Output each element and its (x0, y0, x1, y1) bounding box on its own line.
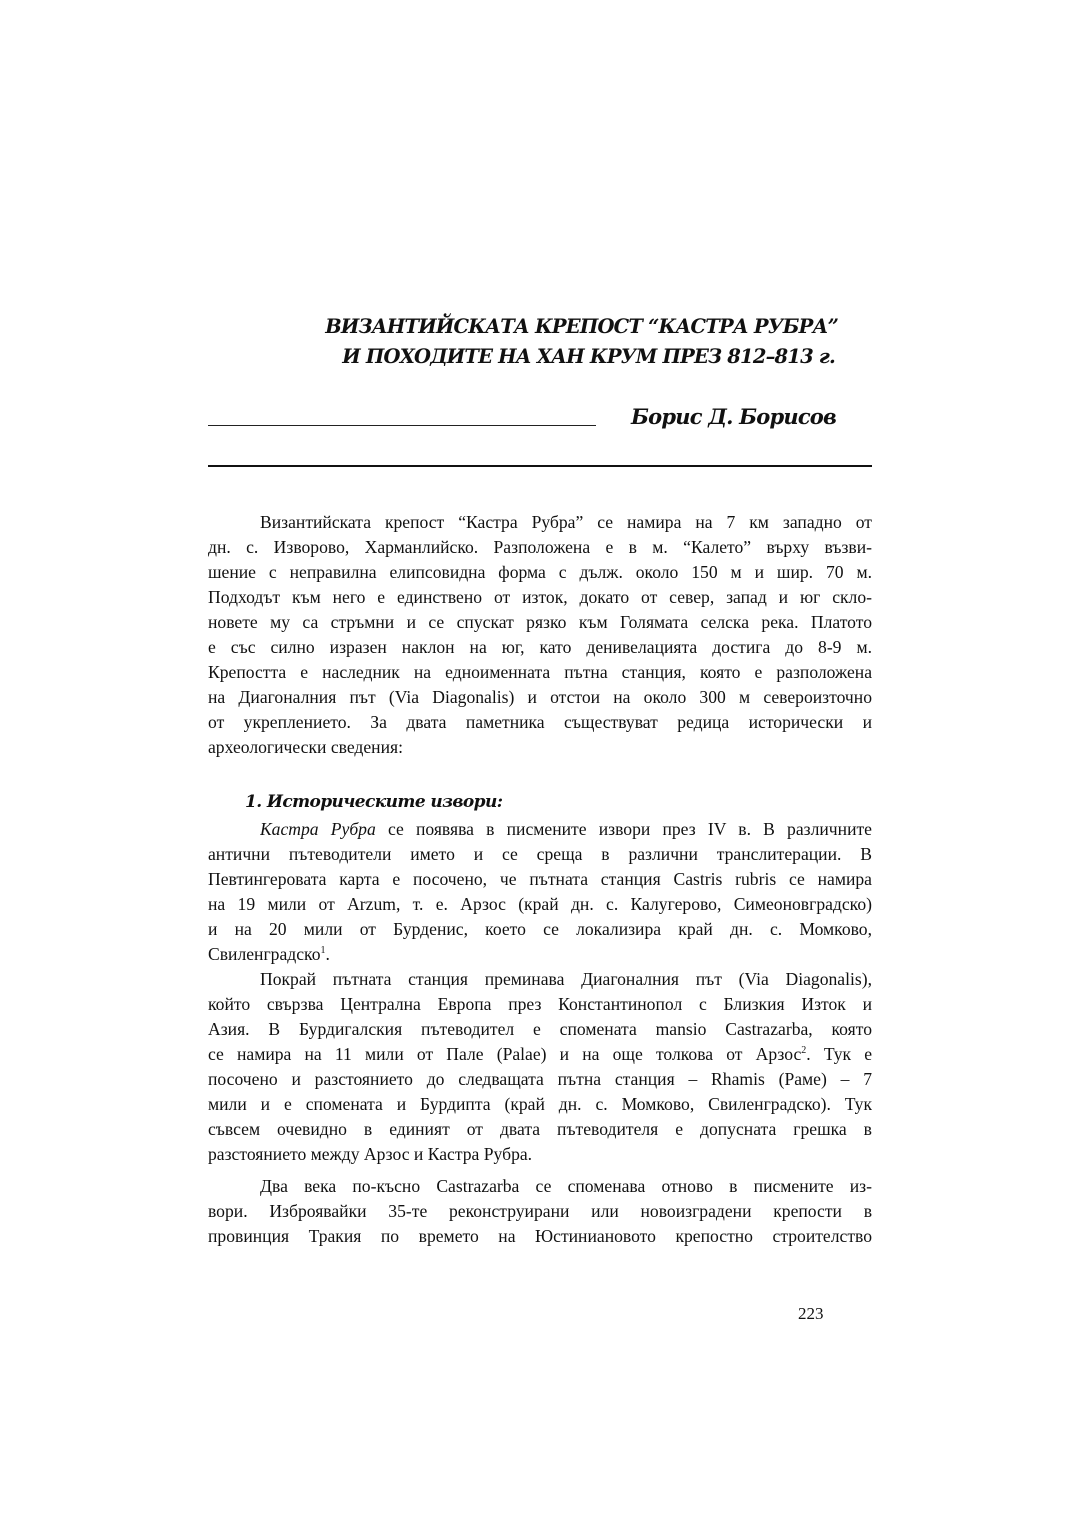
text-line: от укреплението. За двата паметника съществуват редица исторически и (208, 712, 872, 732)
text-line: антични пътеводители името и се среща в различни транслитерации. В (208, 844, 872, 864)
text-line: съвсем очевидно в единият от двата пътеводителя е допусната грешка в (208, 1119, 872, 1139)
text-line: разстоянието между Арзос и Кастра Рубра. (208, 1144, 533, 1164)
text-line: на Диагоналния път (Via Diagonalis) и отстои на около 300 м североизточно (208, 687, 872, 707)
text-line: който свързва Централна Европа през Константинопол с Близкия Изток и (208, 994, 872, 1014)
text-line: мили и е спомената и Бурдипта (край дн. с. Момково, Свиленградско). Тук (208, 1094, 872, 1114)
text-line: шение с неправилна елипсовидна форма с дълж. около 150 м и шир. 70 м. (208, 562, 872, 582)
page-number: 223 (798, 1304, 824, 1323)
text-line: и на 20 мили от Бурденис, което се локализира край дн. с. Момково, (208, 919, 872, 939)
text-line: провинция Тракия по времето на Юстиниановото крепостно строителство (208, 1226, 872, 1246)
text-line: Византийската крепост “Кастра Рубра” се намира на 7 км западно от (260, 512, 872, 532)
text-line: вори. Изброявайки 35-те реконструирани или новоизградени крепости в (208, 1201, 872, 1221)
text-line: Крепостта е наследник на едноименната пътна станция, която е разположена (208, 662, 872, 682)
italic-term: Кастра Рубра (260, 819, 376, 839)
text-line: се намира на 11 мили от Пале (Palae) и на още толкова от Арзос$^2$. Тук е (208, 1044, 872, 1064)
header-divider (208, 465, 872, 467)
section-heading: 1. Историческите извори: (245, 792, 503, 812)
text-line: Певтингеровата карта е посочено, че пътната станция Castris rubris се намира (208, 869, 872, 889)
text-line: Азия. В Бурдигалския пътеводител е спомената mansio Castrazarba, която (208, 1019, 872, 1039)
footnote-marker[interactable]: 1 (320, 945, 326, 956)
text-line: новете му са стръмни и се спускат рязко към Голямата селска река. Платото (208, 612, 872, 632)
footnote-marker[interactable]: 2 (801, 1045, 807, 1056)
text-line: Два века по-късно Castrazarba се споменава отново в писмените из- (260, 1176, 872, 1196)
author-rule (208, 425, 596, 426)
text-line: Подходът към него е единствено от изток, докато от север, запад и юг скло- (208, 587, 872, 607)
text-line: археологически сведения: (208, 737, 403, 757)
title-line-1: ВИЗАНТИЙСКАТА КРЕПОСТ “КАСТРА РУБРА” (325, 315, 838, 338)
text-line: Свиленградско$^1$. (208, 944, 330, 964)
text-line: Покрай пътната станция преминава Диагоналния път (Via Diagonalis), (260, 969, 872, 989)
text-line: на 19 мили от Arzum, т. е. Арзос (край дн. с. Калугерово, Симеоновградско) (208, 894, 872, 914)
title-line-2: И ПОХОДИТЕ НА ХАН КРУМ ПРЕЗ 812–813 г. (342, 345, 835, 368)
text-line: е със силно изразен наклон на юг, като денивелацията достига до 8-9 м. (208, 637, 872, 657)
author-name: Борис Д. Борисов (631, 404, 836, 429)
text-line: дн. с. Изворово, Харманлийско. Разположена е в м. “Калето” върху възви- (208, 537, 872, 557)
text-line: Кастра Рубра се появява в писмените извори през IV в. В различните (260, 819, 872, 839)
text-line: посочено и разстоянието до следващата пътна станция – Rhamis (Раме) – 7 (208, 1069, 872, 1089)
